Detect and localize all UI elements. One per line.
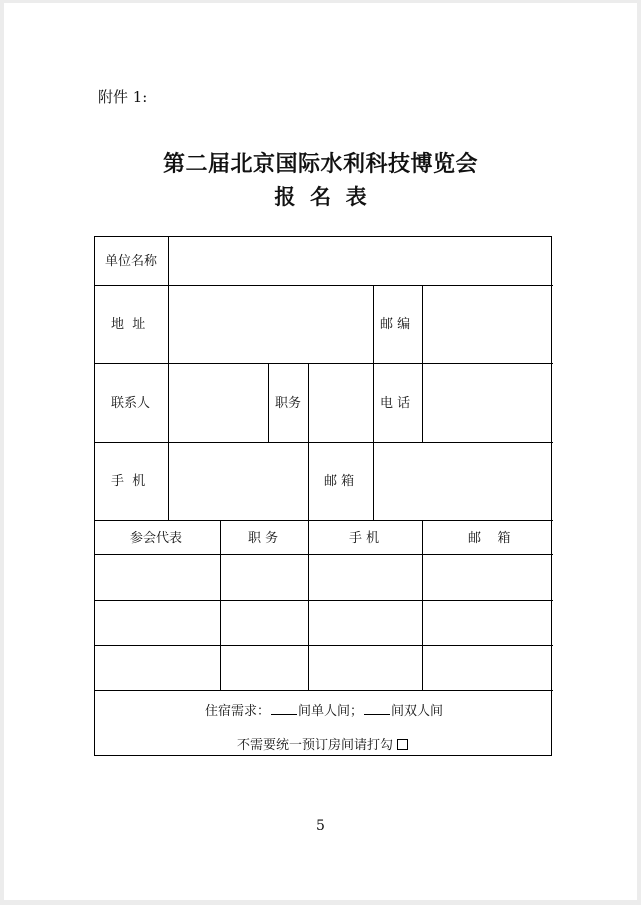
row-divider [95, 600, 553, 601]
no-booking-line [237, 734, 408, 753]
participants-representative-header: 参会代表 [130, 531, 183, 546]
registration-form [94, 236, 552, 756]
attachment-label: 附件 1: [98, 88, 148, 106]
single-room-suffix: 间单人间； [298, 704, 364, 719]
email-label: 邮 箱 [324, 474, 355, 489]
col-divider [373, 442, 374, 520]
address-label: 地 址 [111, 317, 146, 332]
no-booking-text: 不需要统一预订房间请打勾 [237, 738, 394, 753]
row-divider [95, 690, 553, 691]
participants-mobile-header: 手 机 [349, 531, 380, 546]
col-divider [168, 237, 169, 520]
position-label: 职务 [275, 396, 302, 411]
row-divider [95, 520, 553, 521]
col-divider [373, 285, 374, 442]
mobile-label: 手 机 [111, 474, 146, 489]
single-room-blank[interactable] [271, 702, 297, 715]
accommodation-line [205, 700, 443, 719]
page-number: 5 [316, 818, 325, 834]
postcode-label: 邮 编 [380, 317, 411, 332]
row-divider [95, 554, 553, 555]
col-divider [422, 520, 423, 690]
row-divider [95, 285, 553, 286]
col-divider [422, 285, 423, 442]
row-divider [95, 645, 553, 646]
document-subtitle: 报 名 表 [274, 184, 367, 209]
participants-email-header: 邮 箱 [468, 531, 511, 546]
participants-position-header: 职 务 [248, 531, 279, 546]
double-room-blank[interactable] [364, 702, 390, 715]
row-divider [95, 442, 553, 443]
col-divider [268, 363, 269, 442]
document-title: 第二届北京国际水利科技博览会 [162, 151, 478, 177]
unit-name-label: 单位名称 [105, 254, 158, 269]
row-divider [95, 363, 553, 364]
col-divider [308, 363, 309, 690]
phone-label: 电 话 [380, 396, 411, 411]
double-room-suffix: 间双人间 [391, 704, 444, 719]
no-booking-checkbox[interactable] [397, 739, 408, 750]
contact-label: 联系人 [111, 396, 151, 411]
col-divider [220, 520, 221, 690]
accommodation-prefix: 住宿需求： [205, 704, 271, 719]
